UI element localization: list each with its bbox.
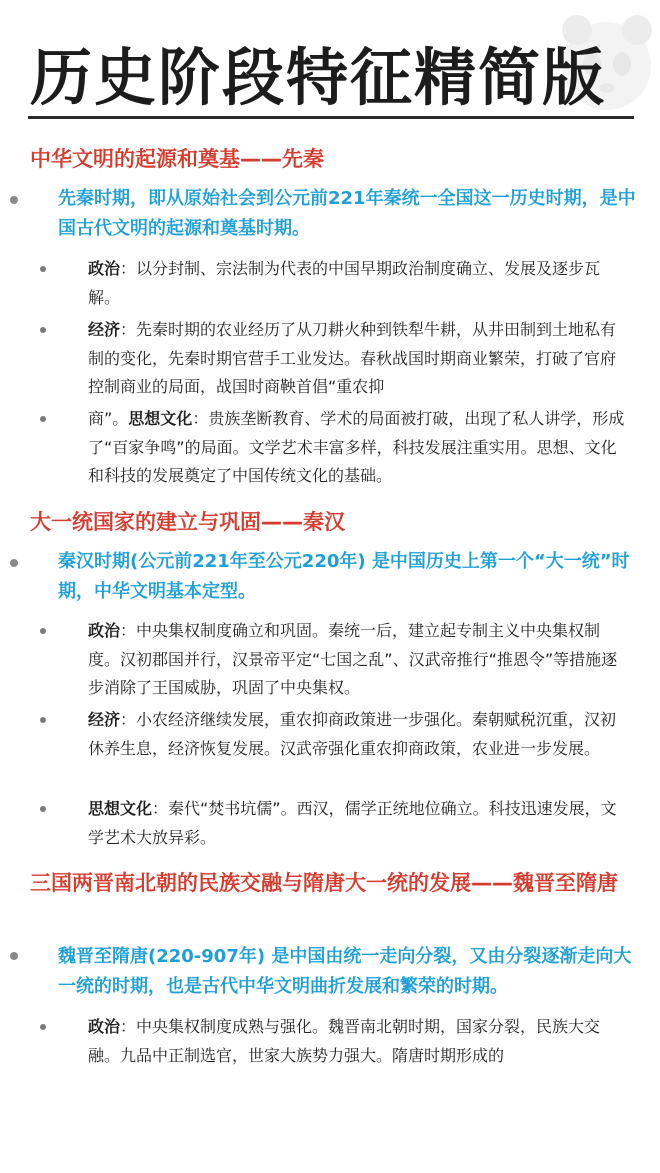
item-text: ：先秦时期的农业经历了从刀耕火种到铁犁牛耕，从井田制到土地私有制的变化，先秦时期官营手工业发达。春秋战国时期商业繁荣，打破了官府控制商业的局面，战国时商鞅首倡“重农抑 bbox=[88, 320, 617, 396]
bullet-icon bbox=[10, 952, 18, 960]
bullet-icon bbox=[40, 327, 46, 333]
section-intro-qin-han: 秦汉时期(公元前221年至公元220年) 是中国历史上第一个“大一统”时期，中华文明基本定型。 bbox=[58, 551, 630, 602]
item-text: ：以分封制、宗法制为代表的中国早期政治制度确立、发展及逐步瓦解。 bbox=[88, 259, 601, 307]
item-culture-qin-han bbox=[88, 795, 628, 852]
item-text: ：中央集权制度成熟与强化。魏晋南北朝时期，国家分裂，民族大交融。九品中正制选官，世家大族势力强大。隋唐时期形成的 bbox=[88, 1017, 601, 1065]
item-label: 思想文化 bbox=[128, 409, 193, 428]
item-label: 政治 bbox=[88, 259, 121, 278]
section-heading-qin-han: 大一统国家的建立与巩固——秦汉 bbox=[30, 510, 345, 534]
bullet-icon bbox=[40, 266, 46, 272]
bullet-icon bbox=[40, 806, 46, 812]
item-text: ：贵族垄断教育、学术的局面被打破，出现了私人讲学，形成了“百家争鸣”的局面。文学艺术丰富多样，科技发展注重实用。思想、文化和科技的发展奠定了中国传统文化的基础。 bbox=[88, 409, 625, 485]
item-label: 政治 bbox=[88, 1017, 121, 1036]
section-intro-wei-jin-sui-tang: 魏晋至隋唐(220-907年) 是中国由统一走向分裂，又由分裂逐渐走向大一统的时期，也是古代中华文明曲折发展和繁荣的时期。 bbox=[58, 946, 632, 997]
item-economy-pre-qin bbox=[88, 316, 628, 402]
section-heading-pre-qin: 中华文明的起源和奠基——先秦 bbox=[30, 147, 324, 171]
item-label: 政治 bbox=[88, 621, 121, 640]
section-intro-pre-qin: 先秦时期，即从原始社会到公元前221年秦统一全国这一历史时期，是中国古代文明的起源和奠基时期。 bbox=[58, 188, 636, 239]
title-divider bbox=[28, 116, 634, 119]
bullet-icon bbox=[40, 1024, 46, 1030]
item-label: 思想文化 bbox=[88, 799, 153, 818]
bullet-icon bbox=[40, 416, 46, 422]
bullet-icon bbox=[40, 628, 46, 634]
bullet-icon bbox=[10, 196, 18, 204]
page-title: 历史阶段特征精简版 bbox=[30, 41, 607, 114]
item-politics-pre-qin bbox=[88, 255, 628, 312]
bullet-icon bbox=[40, 717, 46, 723]
item-text: ：中央集权制度确立和巩固。秦统一后，建立起专制主义中央集权制度。汉初郡国并行，汉景帝平定“七国之乱”、汉武帝推行“推恩令”等措施逐步消除了王国威胁，巩固了中央集权。 bbox=[88, 621, 618, 697]
item-label: 经济 bbox=[88, 320, 121, 339]
item-politics-wei-jin-sui-tang bbox=[88, 1013, 628, 1070]
item-politics-qin-han bbox=[88, 617, 628, 703]
item-text: ：小农经济继续发展，重农抑商政策进一步强化。秦朝赋税沉重，汉初休养生息，经济恢复发展。汉武帝强化重农抑商政策，农业进一步发展。 bbox=[88, 710, 617, 758]
item-prefix: 商”。 bbox=[88, 409, 129, 428]
item-economy-qin-han bbox=[88, 706, 628, 763]
item-culture-pre-qin bbox=[88, 405, 628, 491]
section-heading-wei-jin-sui-tang: 三国两晋南北朝的民族交融与隋唐大一统的发展——魏晋至隋唐 bbox=[30, 871, 618, 895]
item-text: ：秦代“焚书坑儒”。西汉，儒学正统地位确立。科技迅速发展，文学艺术大放异彩。 bbox=[88, 799, 617, 847]
item-label: 经济 bbox=[88, 710, 121, 729]
bullet-icon bbox=[10, 559, 18, 567]
